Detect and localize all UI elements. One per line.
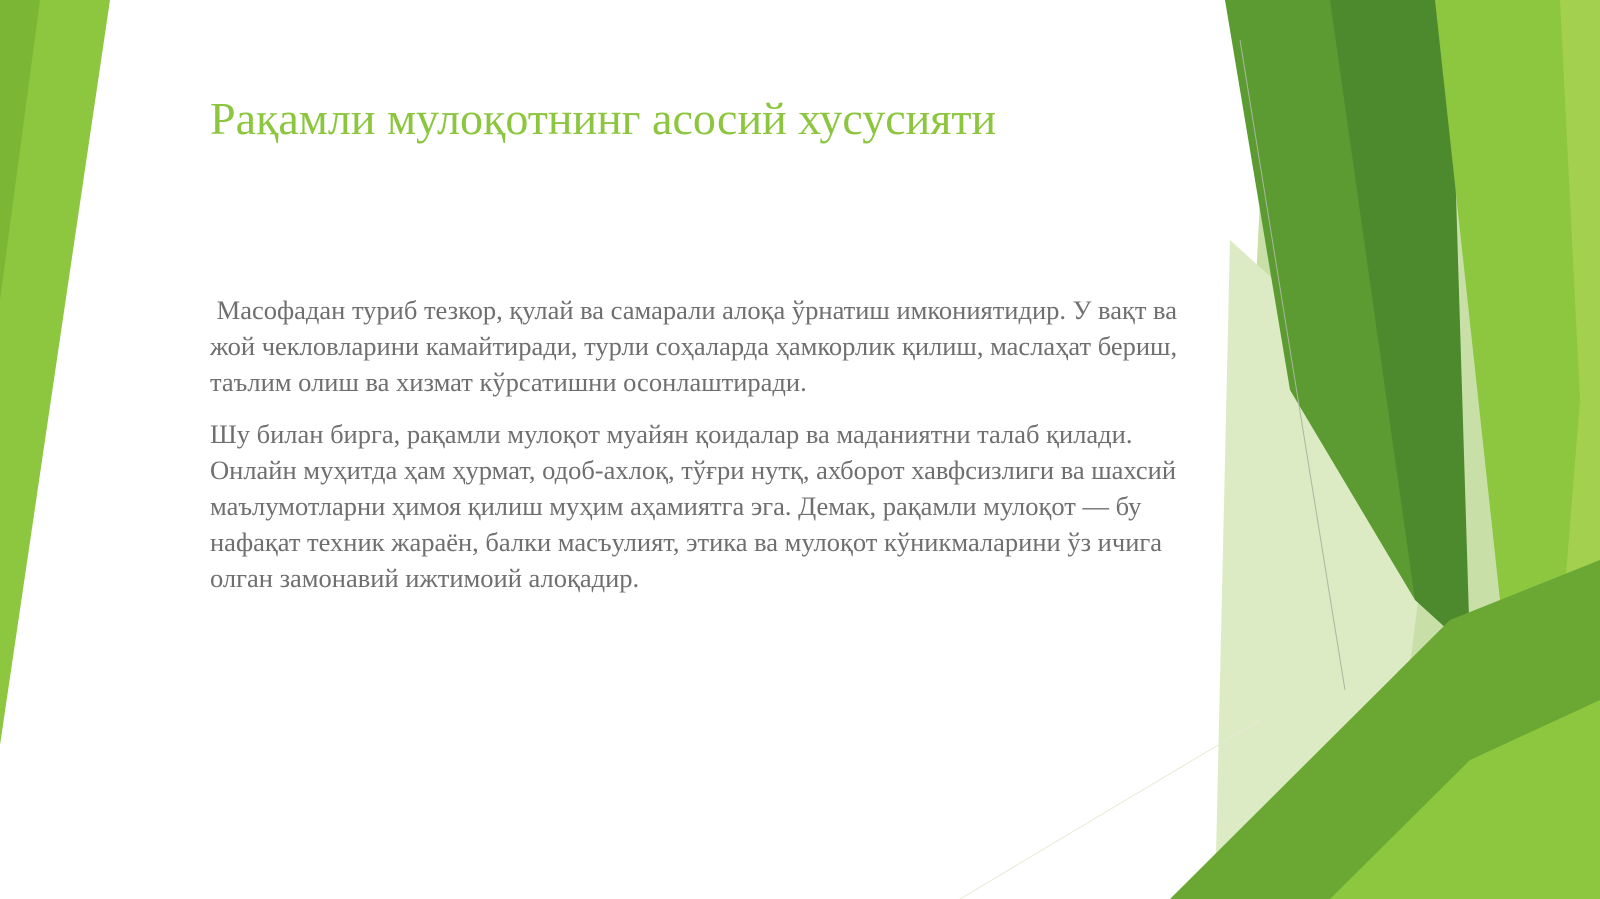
- body-paragraph: Шу билан бирга, рақамли мулоқот муайян қоидалар ва маданиятни талаб қилади. Онлайн муҳитда ҳам ҳурмат, одоб-ахлоқ, тўғри нутқ, ахборот хавфсизлиги ва шахсий маълумотларни ҳимоя қилиш муҳим аҳамиятга эга. Демак, рақамли мулоқот — бу нафақат техник жараён, балки масъулият, этика ва мулоқот кўникмаларини ўз ичига олган замонавий ижтимоий алоқадир.: [210, 419, 1177, 593]
- slide-body: [210, 292, 1220, 612]
- slide-title: Рақамли мулоқотнинг асосий хусусияти: [210, 93, 997, 144]
- body-paragraph: Масофадан туриб тезкор, қулай ва самарали алоқа ўрнатиш имкониятидир. У вақт ва жой чекловларини камайтиради, турли соҳаларда ҳамкорлик қилиш, маслаҳат бериш, таълим олиш ва хизмат кўрсатишни осонлаштиради.: [210, 295, 1184, 397]
